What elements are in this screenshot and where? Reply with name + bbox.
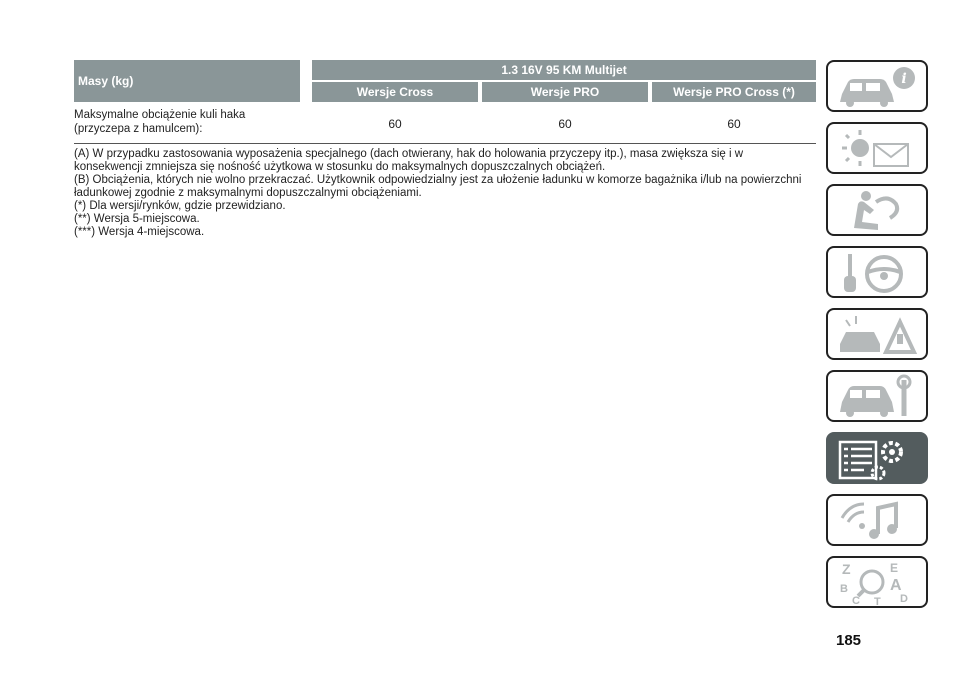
emergency-triangle-icon — [834, 312, 924, 358]
row-label-towbar-load — [74, 108, 310, 136]
index-letter-c: C — [852, 595, 860, 606]
page-number: 185 — [836, 632, 862, 649]
value-cross: 60 — [388, 117, 402, 131]
version-header-pro-cross: Wersje PRO Cross (*) — [652, 82, 816, 102]
note-two-star: (**) Wersja 5-miejscowa. — [74, 213, 200, 225]
tab-starting-driving[interactable] — [826, 246, 928, 298]
car-info-icon — [834, 64, 924, 110]
note-b-line2: ładunkowej zgodnie z maksymalnymi dopuszczalnymi obciążeniami. — [74, 187, 422, 199]
index-letter-b: B — [840, 583, 848, 595]
table-header-label: Masy (kg) — [74, 60, 300, 102]
row-label-line1: Maksymalne obciążenie kuli haka — [74, 109, 246, 121]
row-label-line2: (przyczepa z hamulcem): — [74, 123, 203, 135]
note-star: (*) Dla wersji/rynków, gdzie przewidziano. — [74, 200, 286, 212]
tab-index[interactable] — [826, 556, 928, 608]
note-b-line1: (B) Obciążenia, których nie wolno przekraczać. Użytkownik odpowiedzialny jest za ułożenie ładunku w komorze bagażnika i/lub na powierzchni — [74, 174, 802, 186]
tab-multimedia[interactable] — [826, 494, 928, 546]
svg-text:i: i — [901, 71, 907, 87]
tab-maintenance[interactable] — [826, 370, 928, 422]
index-letter-z: Z — [842, 561, 851, 577]
table-header-engine: 1.3 16V 95 KM Multijet — [312, 60, 816, 80]
key-steering-wheel-icon — [834, 250, 924, 296]
index-letter-e: E — [890, 561, 899, 575]
value-pro: 60 — [558, 117, 572, 131]
version-header-cross: Wersje Cross — [312, 82, 478, 102]
table-bottom-rule — [74, 143, 816, 144]
version-header-pro: Wersje PRO — [482, 82, 648, 102]
car-maintenance-icon — [834, 374, 924, 420]
technical-data-icon — [834, 436, 924, 482]
note-a-line1: (A) W przypadku zastosowania wyposażenia specjalnego (dach otwierany, hak do holowania przyczepy itp.), masa zwiększa się i w — [74, 148, 744, 160]
tab-car-info[interactable] — [826, 60, 928, 112]
footnotes — [74, 148, 816, 239]
index-letter-t: T — [874, 596, 881, 606]
tab-technical-data[interactable] — [826, 432, 928, 484]
tab-emergency[interactable] — [826, 308, 928, 360]
note-three-star: (***) Wersja 4-miejscowa. — [74, 226, 205, 238]
index-letter-d: D — [900, 593, 908, 605]
multimedia-icon — [834, 498, 924, 544]
tab-warning-lights[interactable] — [826, 122, 928, 174]
value-pro-cross: 60 — [727, 117, 741, 131]
alphabetical-index-icon — [834, 560, 924, 606]
note-a-line2: konsekwencji zmniejsza się nośność użytkowa w stosunku do maksymalnych dopuszczalnych obciążeń. — [74, 161, 606, 173]
index-letter-a: A — [890, 577, 902, 594]
warning-lights-icon — [834, 126, 924, 172]
airbag-seat-icon — [834, 188, 924, 234]
tab-safety[interactable] — [826, 184, 928, 236]
